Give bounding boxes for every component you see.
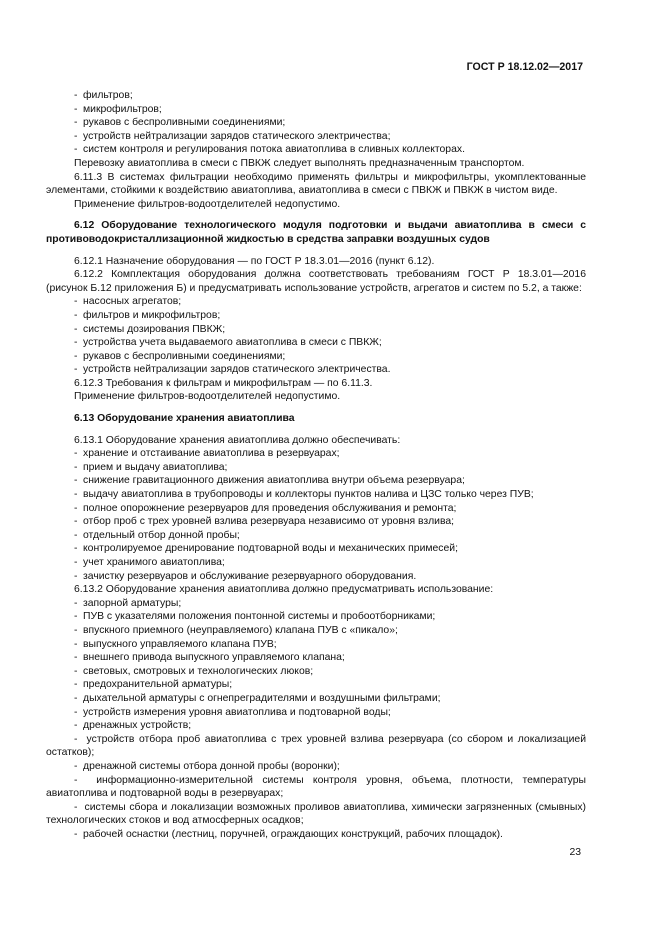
list-item: - дыхательной арматуры с огнепреградителями и воздушными фильтрами; bbox=[46, 692, 586, 706]
list-item: - дренажных устройств; bbox=[46, 719, 586, 733]
list-item: - системы дозирования ПВКЖ; bbox=[46, 323, 586, 337]
list-item: - дренажной системы отбора донной пробы (воронки); bbox=[46, 760, 586, 774]
list-item: - фильтров; bbox=[46, 89, 586, 103]
list-item: - контролируемое дренирование подтоварной воды и механических примесей; bbox=[46, 542, 586, 556]
list-item: - внешнего привода выпускного управляемого клапана; bbox=[46, 651, 586, 665]
list-item: - снижение гравитационного движения авиатоплива внутри объема резервуара; bbox=[46, 474, 586, 488]
list-item: - прием и выдачу авиатоплива; bbox=[46, 461, 586, 475]
list-item: - полное опорожнение резервуаров для проведения обслуживания и ремонта; bbox=[46, 502, 586, 516]
page-number: 23 bbox=[569, 847, 581, 858]
list-item: - световых, смотровых и технологических люков; bbox=[46, 665, 586, 679]
list-item: - фильтров и микрофильтров; bbox=[46, 309, 586, 323]
list-item: - устройств нейтрализации зарядов статического электричества; bbox=[46, 130, 586, 144]
list-item: - ПУВ с указателями положения понтонной системы и пробоотборниками; bbox=[46, 610, 586, 624]
list-item: - информационно-измерительной системы контроля уровня, объема, плотности, температуры авиатоплива и подтоварной воды в резервуарах; bbox=[46, 774, 586, 800]
paragraph: 6.12.1 Назначение оборудования — по ГОСТ Р 18.3.01—2016 (пункт 6.12). bbox=[74, 255, 435, 267]
paragraph: Перевозку авиатоплива в смеси с ПВКЖ следует выполнять предназначенным транспортом. bbox=[74, 157, 525, 169]
spacer bbox=[46, 426, 586, 434]
list-item: - устройства учета выдаваемого авиатоплива в смеси с ПВКЖ; bbox=[46, 336, 586, 350]
list-item: - рукавов с беспроливными соединениями; bbox=[46, 116, 586, 130]
section-heading: 6.13 Оборудование хранения авиатоплива bbox=[74, 413, 295, 425]
spacer bbox=[46, 211, 586, 219]
paragraph: 6.13.1 Оборудование хранения авиатоплива должно обеспечивать: bbox=[74, 434, 401, 446]
list-item: - систем контроля и регулирования потока авиатоплива в сливных коллекторах. bbox=[46, 143, 586, 157]
list-item: - рабочей оснастки (лестниц, поручней, ограждающих конструкций, рабочих площадок). bbox=[46, 828, 586, 842]
document-header: ГОСТ Р 18.12.02—2017 bbox=[466, 61, 583, 73]
paragraph: Применение фильтров-водоотделителей недопустимо. bbox=[74, 391, 341, 403]
list-item: - устройств отбора проб авиатоплива с трех уровней взлива резервуара (со сбором и локализацией остатков); bbox=[46, 733, 586, 759]
list-item: - отбор проб с трех уровней взлива резервуара независимо от уровня взлива; bbox=[46, 515, 586, 529]
list-item: - выдачу авиатоплива в трубопроводы и коллекторы пунктов налива и ЦЗС только через ПУВ; bbox=[46, 488, 586, 502]
spacer bbox=[46, 404, 586, 412]
list-item: - хранение и отстаивание авиатоплива в резервуарах; bbox=[46, 447, 586, 461]
paragraph: 6.12.3 Требования к фильтрам и микрофильтрам — по 6.11.3. bbox=[74, 377, 373, 389]
paragraph: 6.13.2 Оборудование хранения авиатоплива должно предусматривать использование: bbox=[74, 584, 494, 596]
list-item: - предохранительной арматуры; bbox=[46, 678, 586, 692]
list-item: - системы сбора и локализации возможных проливов авиатоплива, химически загрязненных (смывных) технологических стоков и вод атмосферных осадков; bbox=[46, 801, 586, 827]
spacer bbox=[46, 247, 586, 255]
list-item: - выпускного управляемого клапана ПУВ; bbox=[46, 638, 586, 652]
list-item: - запорной арматуры; bbox=[46, 597, 586, 611]
list-item: - впускного приемного (неуправляемого) клапана ПУВ с «пикало»; bbox=[46, 624, 586, 638]
paragraph: Применение фильтров-водоотделителей недопустимо. bbox=[74, 198, 341, 210]
list-item: - микрофильтров; bbox=[46, 103, 586, 117]
list-item: - устройств измерения уровня авиатоплива и подтоварной воды; bbox=[46, 706, 586, 720]
document-body bbox=[46, 89, 586, 841]
list-item: - рукавов с беспроливными соединениями; bbox=[46, 350, 586, 364]
list-item: - насосных агрегатов; bbox=[46, 295, 586, 309]
list-item: - отдельный отбор донной пробы; bbox=[46, 529, 586, 543]
section-heading: 6.12 Оборудование технологического модуля подготовки и выдачи авиатоплива в смеси с противоводокристаллизационной жидкостью в средства заправки воздушных судов bbox=[46, 220, 586, 245]
paragraph: 6.11.3 В системах фильтрации необходимо применять фильтры и микрофильтры, укомплектованные элементами, стойкими к воздействию авиатоплива, авиатоплива в смеси с ПВКЖ и ПВКЖ в чистом виде. bbox=[46, 171, 586, 197]
list-item: - учет хранимого авиатоплива; bbox=[46, 556, 586, 570]
list-item: - зачистку резервуаров и обслуживание резервуарного оборудования. bbox=[46, 570, 586, 584]
paragraph: 6.12.2 Комплектация оборудования должна соответствовать требованиям ГОСТ Р 18.3.01—2016 (рисунок Б.12 приложения Б) и предусматривать использование устройств, агрегатов и систем по 5.2, а также: bbox=[46, 269, 586, 294]
list-item: - устройств нейтрализации зарядов статического электричества. bbox=[46, 363, 586, 377]
